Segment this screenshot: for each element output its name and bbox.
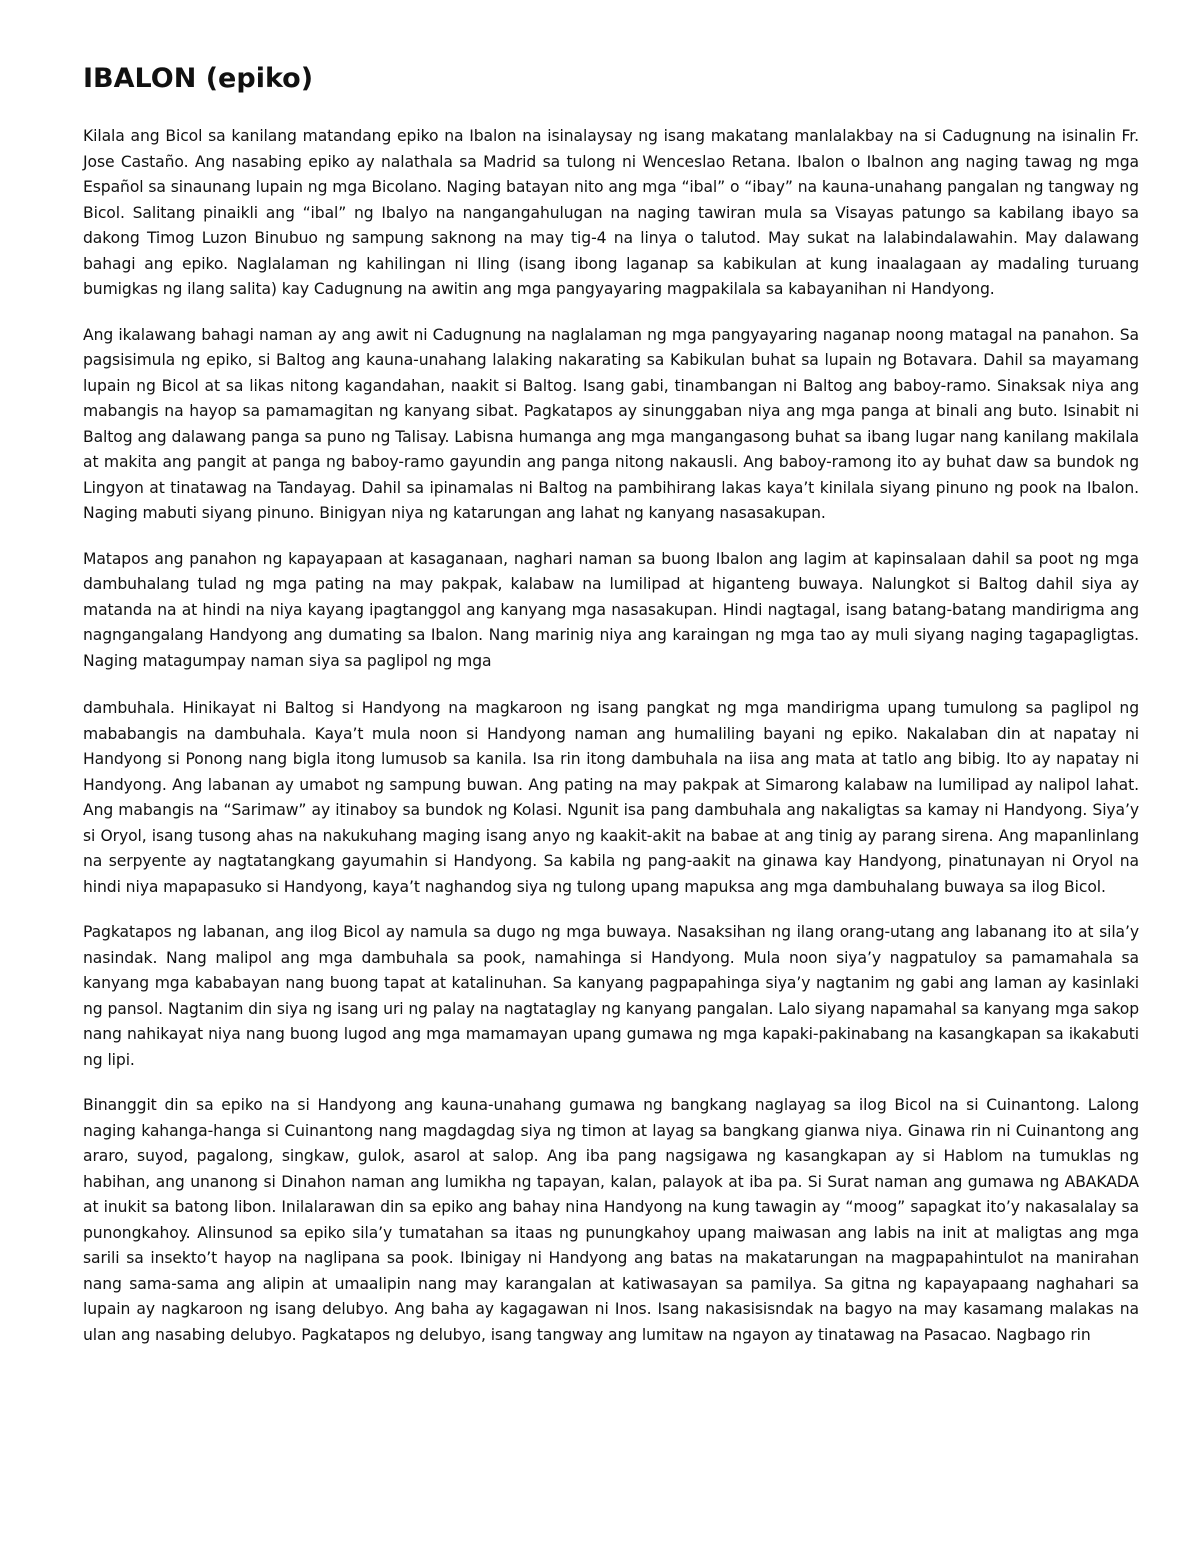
paragraph-4: dambuhala. Hinikayat ni Baltog si Handyong na magkaroon ng isang pangkat ng mga mandirigma upang tumulong sa paglipol ng mababangis na dambuhala. Kaya’t mula noon si Handyong naman ang humaliling bayani ng epiko. Nakalaban din at napatay ni Handyong si Ponong nang bigla itong lumusob sa kanila. Isa rin itong dambuhala na iisa ang mata at tatlo ang bibig. Ito ay napatay ni Handyong. Ang labanan ay umabot ng sampung buwan. Ang pating na may pakpak at Simarong kalabaw na lumilipad ay nalipol lahat. Ang mabangis na “Sarimaw” ay itinaboy sa bundok ng Kolasi. Ngunit isa pang dambuhala ang nakaligtas sa kamay ni Handyong. Siya’y si Oryol, isang tusong ahas na nakukuhang maging isang anyo ng kaakit-akit na babae at ang tinig ay parang sirena. Ang mapanlinlang na serpyente ay nagtatangkang gayumahin si Handyong. Sa kabila ng pang-aakit na ginawa kay Handyong, pinatunayan ni Oryol na hindi niya mapapasuko si Handyong, kaya’t naghandog siya ng tulong upang mapuksa ang mga dambuhalang buwaya sa ilog Bicol. (83, 699, 1139, 896)
document-title: IBALON (epiko) (83, 63, 314, 94)
paragraph-6: Binanggit din sa epiko na si Handyong ang kauna-unahang gumawa ng bangkang naglayag sa ilog Bicol na si Cuinantong. Lalong naging kahanga-hanga si Cuinantong nang magdagdag siya ng timon at layag sa bangkang gianwa niya. Ginawa rin ni Cuinantong ang araro, suyod, pagalong, singkaw, gulok, asarol at salop. Ang iba pang nagsigawa ng kasangkapan ay si Hablom na tumuklas ng habihan, ang unanong si Dinahon naman ang lumikha ng tapayan, kalan, palayok at iba pa. Si Surat naman ang gumawa ng ABAKADA at inukit sa batong libon. Inilalarawan din sa epiko ang bahay nina Handyong na kung tawagin ay “moog” sapagkat ito’y nakasalalay sa punongkahoy. Alinsunod sa epiko sila’y tumatahan sa itaas ng punungkahoy upang maiwasan ang labis na init at maligtas ang mga sarili sa insekto’t hayop na naglipana sa pook. Ibinigay ni Handyong ang batas na makatarungan na magpapahintulot na manirahan nang sama-sama ang alipin at umaalipin nang may karangalan at katiwasayan sa pamilya. Sa gitna ng kapayapaang naghahari sa lupain ay nagkaroon ng isang delubyo. Ang baha ay kagagawan ni Inos. Isang nakasisisndak na bagyo na may kasamang malakas na ulan ang nasabing delubyo. Pagkatapos ng delubyo, isang tangway ang lumitaw na ngayon ay tinatawag na Pasacao. Nagbago rin (83, 1096, 1139, 1344)
paragraph-5: Pagkatapos ng labanan, ang ilog Bicol ay namula sa dugo ng mga buwaya. Nasaksihan ng ilang orang-utang ang labanang ito at sila’y nasindak. Nang malipol ang mga dambuhala sa pook, namahinga si Handyong. Mula noon siya’y nagpatuloy sa pamamahala sa kanyang mga kababayan nang buong tapat at katalinuhan. Sa kanyang pagpapahinga siya’y nagtanim ng gabi ang laman ay kasinlaki ng pansol. Nagtanim din siya ng isang uri ng palay na nagtataglay ng kanyang pangalan. Lalo siyang napamahal sa kanyang mga sakop nang nahikayat niya nang buong lugod ang mga mamamayan upang gumawa ng mga kapaki-pakinabang na kasangkapan sa ikakabuti ng lipi. (83, 923, 1139, 1069)
document-page (83, 62, 1139, 1348)
paragraph-3: Matapos ang panahon ng kapayapaan at kasaganaan, naghari naman sa buong Ibalon ang lagim at kapinsalaan dahil sa poot ng mga dambuhalang tulad ng mga pating na may pakpak, kalabaw na lumilipad at higanteng buwaya. Nalungkot si Baltog dahil siya ay matanda na at hindi na niya kayang ipagtanggol ang kanyang mga nasasakupan. Hindi nagtagal, isang batang-batang mandirigma ang nagngangalang Handyong ang dumating sa Ibalon. Nang marinig niya ang karaingan ng mga tao ay muli siyang naging tagapagligtas. Naging matagumpay naman siya sa paglipol ng mga (83, 549, 1139, 670)
paragraph-2: Ang ikalawang bahagi naman ay ang awit ni Cadugnung na naglalaman ng mga pangyayaring naganap noong matagal na panahon. Sa pagsisimula ng epiko, si Baltog ang kauna-unahang lalaking nakarating sa Kabikulan buhat sa lupain ng Botavara. Dahil sa mayamang lupain ng Bicol at sa likas nitong kagandahan, naakit si Baltog. Isang gabi, tinambangan ni Baltog ang baboy-ramo. Sinaksak niya ang mabangis na hayop sa pamamagitan ng kanyang sibat. Pagkatapos ay sinunggaban niya ang mga panga at binali ang buto. Isinabit ni Baltog ang dalawang panga sa puno ng Talisay. Labisna humanga ang mga mangangasong buhat sa ibang lugar nang kanilang makilala at makita ang pangit at panga ng baboy-ramo gayundin ang panga nitong nakausli. Ang baboy-ramong ito ay buhat daw sa bundok ng Lingyon at tinatawag na Tandayag. Dahil sa ipinamalas ni Baltog na pambihirang lakas kaya’t kinilala siyang pinuno ng pook na Ibalon. Naging mabuti siyang pinuno. Binigyan niya ng katarungan ang lahat ng kanyang nasasakupan. (83, 325, 1139, 522)
paragraph-1: Kilala ang Bicol sa kanilang matandang epiko na Ibalon na isinalaysay ng isang makatang manlalakbay na si Cadugnung na isinalin Fr. Jose Castaño. Ang nasabing epiko ay nalathala sa Madrid sa tulong ni Wenceslao Retana. Ibalon o Ibalnon ang naging tawag ng mga Español sa sinaunang lupain ng mga Bicolano. Naging batayan nito ang mga “ibal” o “ibay” na kauna-unahang pangalan ng tangway ng Bicol. Salitang pinaikli ang “ibal” ng Ibalyo na nangangahulugan na naging tawiran mula sa Visayas patungo sa kabilang ibayo sa dakong Timog Luzon Binubuo ng sampung saknong na may tig-4 na linya o talutod. May sukat na lalabindalawahin. May dalawang bahagi ang epiko. Naglalaman ng kahilingan ni Iling (isang ibong laganap sa kabikulan at kung inaalagaan ay madaling turuang bumigkas ng ilang salita) kay Cadugnung na awitin ang mga pangyayaring magpakilala sa kabayanihan ni Handyong. (83, 127, 1139, 298)
